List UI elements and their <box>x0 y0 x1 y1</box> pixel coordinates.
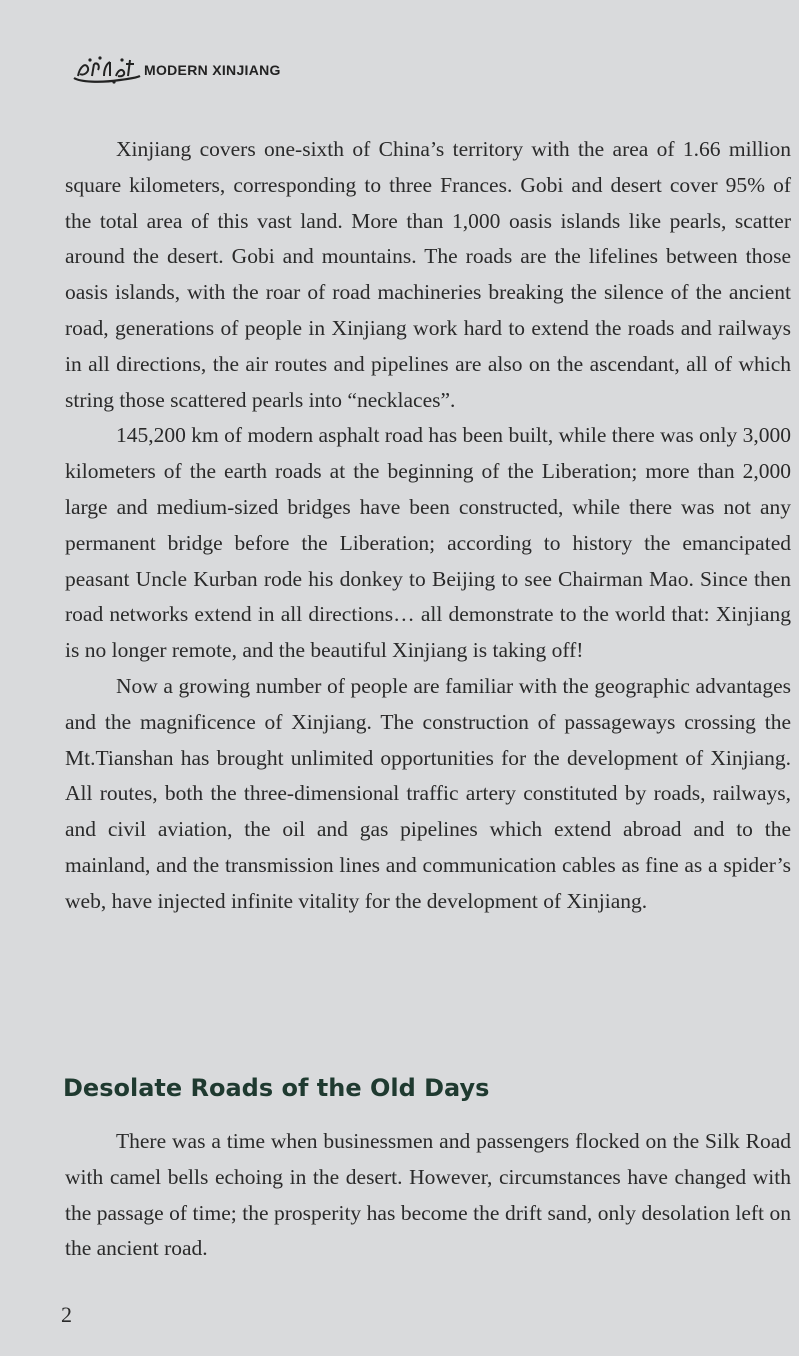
body-text <box>65 132 791 920</box>
paragraph: Now a growing number of people are familiar with the geographic advantages and the magnificence of Xinjiang. The construction of passageways crossing the Mt.Tianshan has brought unlimited opportunities for the development of Xinjiang. All routes, both the three-dimensional traffic artery constituted by roads, railways, and civil aviation, the oil and gas pipelines which extend abroad and to the mainland, and the transmission lines and communication cables as fine as a spider’s web, have injected infinite vitality for the development of Xinjiang. <box>65 673 791 913</box>
paragraph: There was a time when businessmen and passengers flocked on the Silk Road with camel bells echoing in the desert. However, circumstances have changed with the passage of time; the prosperity has become the drift sand, only desolation left on the ancient road. <box>65 1129 791 1261</box>
paragraph: 145,200 km of modern asphalt road has been built, while there was only 3,000 kilometers of the earth roads at the beginning of the Liberation; more than 2,000 large and medium-sized bridges have been constructed, while there was not any permanent bridge before the Liberation; according to history the emancipated peasant Uncle Kurban rode his donkey to Beijing to see Chairman Mao. Since then road networks extend in all directions… all demonstrate to the world that: Xinjiang is no longer remote, and the beautiful Xinjiang is taking off! <box>65 423 791 663</box>
running-header <box>70 50 281 90</box>
section-heading: Desolate Roads of the Old Days <box>63 1074 490 1102</box>
page-number: 2 <box>61 1302 72 1327</box>
series-title: MODERN XINJIANG <box>144 62 281 78</box>
paragraph: Xinjiang covers one-sixth of China’s territory with the area of 1.66 million square kilometers, corresponding to three Frances. Gobi and desert cover 95% of the total area of this vast land. More than 1,000 oasis islands like pearls, scatter around the desert. Gobi and mountains. The roads are the lifelines between those oasis islands, with the roar of road machineries breaking the silence of the ancient road, generations of people in Xinjiang work hard to extend the roads and railways in all directions, the air routes and pipelines are also on the ascendant, all of which string those scattered pearls into “necklaces”. <box>65 137 791 412</box>
calligraphy-logo-icon <box>70 52 142 88</box>
section-body-text <box>65 1124 791 1267</box>
